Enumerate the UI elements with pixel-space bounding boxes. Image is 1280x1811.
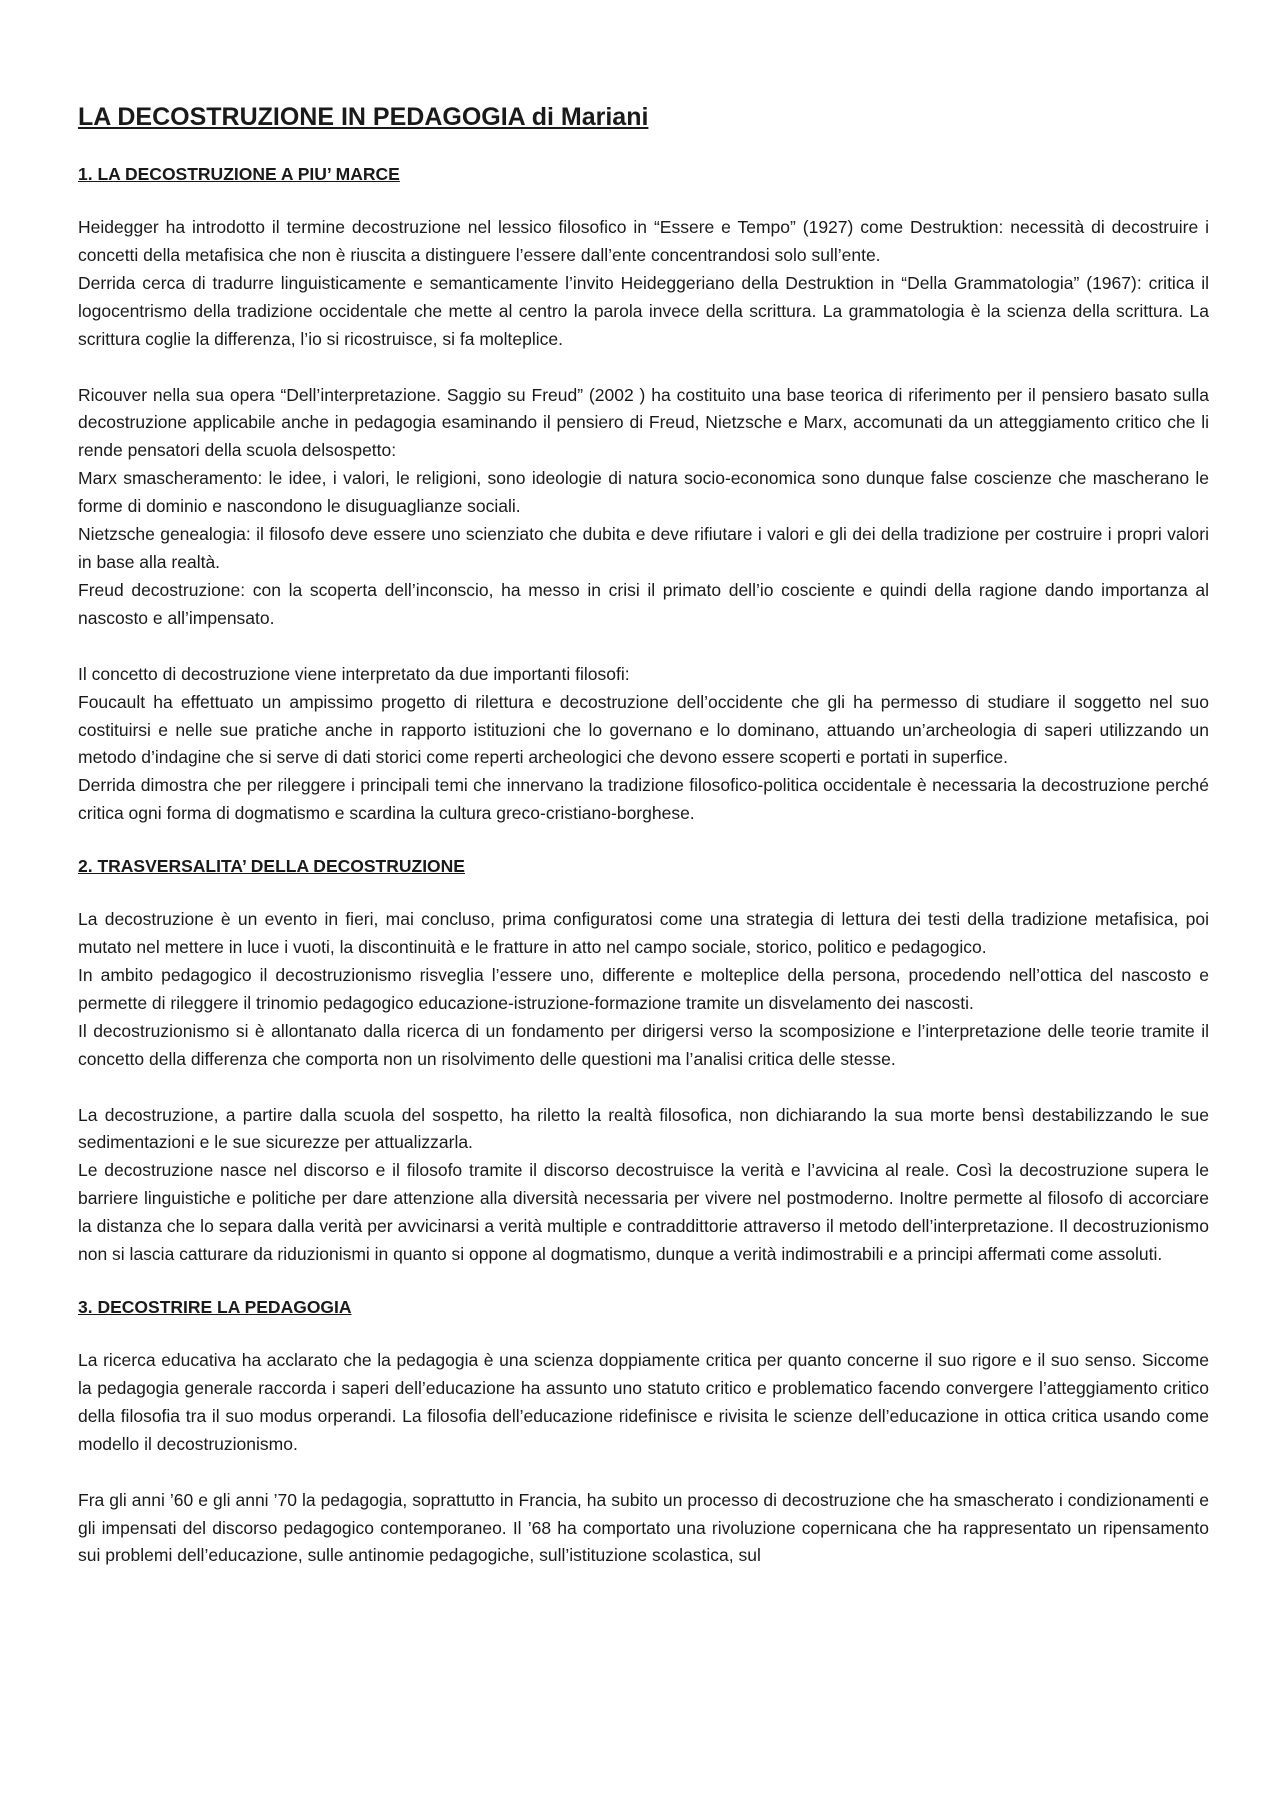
paragraph: Il concetto di decostruzione viene interpretato da due importanti filosofi: <box>78 663 630 684</box>
paragraph: Freud decostruzione: con la scoperta dell’inconscio, ha messo in crisi il primato dell’io cosciente e quindi della ragione dando importanza al nascosto e all’impensato. <box>78 579 1209 628</box>
section-heading-3: 3. DECOSTRIRE LA PEDAGOGIA <box>78 1297 352 1317</box>
paragraph: In ambito pedagogico il decostruzionismo risveglia l’essere uno, differente e molteplice della persona, procedendo nell’ottica del nascosto e permette di rileggere il trinomio pedagogico educazione-istruzione-formazione tramite un disvelamento dei nascosti. <box>78 964 1209 1013</box>
paragraph: Marx smascheramento: le idee, i valori, le religioni, sono ideologie di natura socio-economica sono dunque false coscienze che mascherano le forme di dominio e nascondono le disuguaglianze sociali. <box>78 468 1209 517</box>
paragraph: Le decostruzione nasce nel discorso e il filosofo tramite il discorso decostruisce la verità e l’avvicina al reale. Così la decostruzione supera le barriere linguistiche e politiche per dare attenzione alla diversità necessaria per vivere nel postmoderno. Inoltre permette al filosofo di accorciare la distanza che lo separa dalla verità per avvicinarsi a verità multiple e contraddittorie attraverso il metodo dell’interpretazione. Il decostruzionismo non si lascia catturare da riduzionismi in quanto si oppone al dogmatismo, dunque a verità indimostrabili e a principi affermati come assoluti. <box>78 1160 1209 1265</box>
paragraph: Il decostruzionismo si è allontanato dalla ricerca di un fondamento per dirigersi verso la scomposizione e l’interpretazione delle teorie tramite il concetto della differenza che comporta non un risolvimento delle questioni ma l’analisi critica delle stesse. <box>78 1020 1209 1069</box>
paragraph: Derrida dimostra che per rileggere i principali temi che innervano la tradizione filosofico-politica occidentale è necessaria la decostruzione perché critica ogni forma di dogmatismo e scardina la cultura greco-cristiano-borghese. <box>78 775 1209 824</box>
paragraph: La ricerca educativa ha acclarato che la pedagogia è una scienza doppiamente critica per quanto concerne il suo rigore e il suo senso. Siccome la pedagogia generale raccorda i saperi dell’educazione ha assunto uno statuto critico e problematico facendo convergere l’atteggiamento critico della filosofia tra il suo modus orperandi. La filosofia dell’educazione ridefinisce e rivisita le scienze dell’educazione in ottica critica usando come modello il decostruzionismo. <box>78 1350 1209 1454</box>
paragraph: La decostruzione, a partire dalla scuola del sospetto, ha riletto la realtà filosofica, non dichiarando la sua morte bensì destabilizzando le sue sedimentazioni e le sue sicurezze per attualizzarla. <box>78 1104 1209 1153</box>
paragraph: Nietzsche genealogia: il filosofo deve essere uno scienziato che dubita e deve rifiutare i valori e gli dei della tradizione per costruire i propri valori in base alla realtà. <box>78 524 1209 572</box>
paragraph: Fra gli anni ’60 e gli anni ’70 la pedagogia, soprattutto in Francia, ha subito un processo di decostruzione che ha smascherato i condizionamenti e gli impensati del discorso pedagogico contemporaneo. Il ’68 ha comportato una rivoluzione copernicana che ha rappresentato un ripensamento sui problemi dell’educazione, sulle antinomie pedagogiche, sull’istituzione scolastica, sul <box>78 1489 1209 1566</box>
paragraph: Ricouver nella sua opera “Dell’interpretazione. Saggio su Freud” (2002 ) ha costituito una base teorica di riferimento per il pensiero basato sulla decostruzione applicabile anche in pedagogia esaminando il pensiero di Freud, Nietzsche e Marx, accomunati da un atteggiamento critico che li rende pensatori della scuola delsospetto: <box>78 384 1209 461</box>
paragraph: La decostruzione è un evento in fieri, mai concluso, prima configuratosi come una strategia di lettura dei testi della tradizione metafisica, poi mutato nel mettere in luce i vuoti, la discontinuità e le fratture in atto nel campo sociale, storico, politico e pedagogico. <box>78 909 1209 958</box>
section-heading-2: 2. TRASVERSALITA’ DELLA DECOSTRUZIONE <box>78 856 465 877</box>
paragraph: Foucault ha effettuato un ampissimo progetto di rilettura e decostruzione dell’occidente che gli ha permesso di studiare il soggetto nel suo costituirsi e nelle sue pratiche anche in rapporto istituzioni che lo governano e lo dominano, attuando un’archeologia di saperi utilizzando un metodo d’indagine che si serve di dati storici come reperti archeologici che devono essere scoperti e portati in superfice. <box>78 691 1209 768</box>
paragraph: Heidegger ha introdotto il termine decostruzione nel lessico filosofico in “Essere e Tempo” (1927) come Destruktion: necessità di decostruire i concetti della metafisica che non è riuscita a distinguere l’essere dall’ente concentrandosi solo sull’ente. <box>78 217 1209 265</box>
document-page <box>78 100 1209 1570</box>
paragraph: Derrida cerca di tradurre linguisticamente e semanticamente l’invito Heideggeriano della Destruktion in “Della Grammatologia” (1967): critica il logocentrismo della tradizione occidentale che mette al centro la parola invece della scrittura. La grammatologia è la scienza della scrittura. La scrittura coglie la differenza, l’io si ricostruisce, si fa molteplice. <box>78 272 1209 349</box>
section-heading-1: 1. LA DECOSTRUZIONE A PIU’ MARCE <box>78 164 400 184</box>
document-title: LA DECOSTRUZIONE IN PEDAGOGIA di Mariani <box>78 103 649 131</box>
